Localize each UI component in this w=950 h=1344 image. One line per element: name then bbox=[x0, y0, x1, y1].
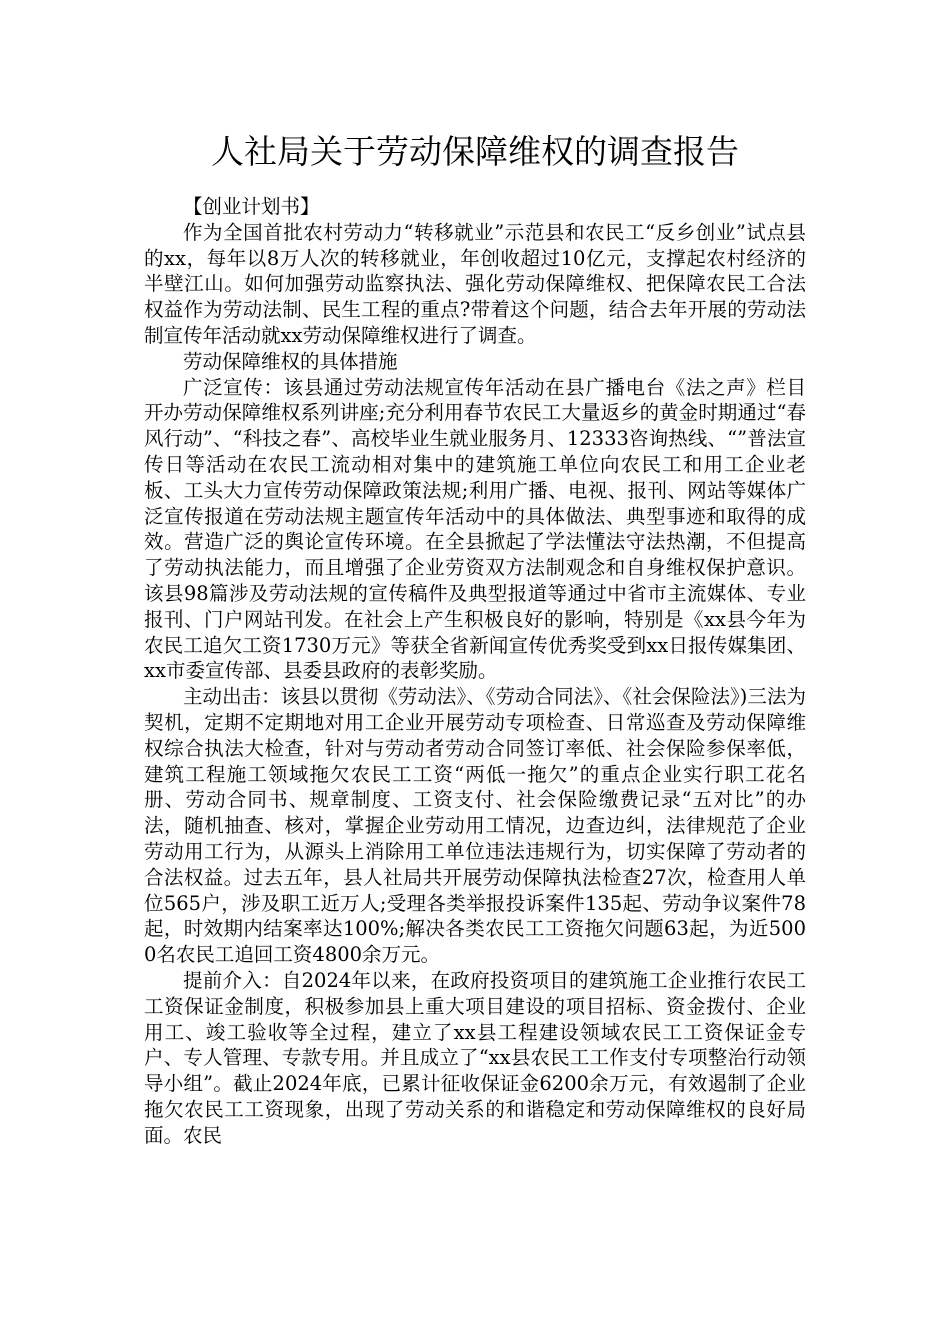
document-title: 人社局关于劳动保障维权的调查报告 bbox=[211, 132, 739, 171]
paragraph-inspection: 主动出击：该县以贯彻《劳动法》、《劳动合同法》、《社会保险法》)三法为契机，定期不定期地对用工企业开展劳动专项检查、日常巡查及劳动保障维权综合执法大检查，针对与劳动者劳动合同签订率低、社会保险参保率低，建筑工程施工领域拖欠农民工工资“两低一拖欠”的重点企业实行职工花名册、劳动合同书、规章制度、工资支付、社会保险缴费记录“五对比”的办法，随机抽查、核对，掌握企业劳动用工情况，边查边纠，法律规范了企业劳动用工行为，从源头上消除用工单位违法违规行为，切实保障了劳动者的合法权益。过去五年，县人社局共开展劳动保障执法检查27次，检查用人单位565户，涉及职工近万人;受理各类举报投诉案件135起、劳动争议案件78起，时效期内结案率达100%;解决各类农民工工资拖欠问题63起，为近5000名农民工追回工资4800余万元。 bbox=[144, 685, 806, 967]
paragraph-category-tag: 【创业计划书】 bbox=[183, 195, 320, 218]
paragraph-publicity: 广泛宣传：该县通过劳动法规宣传年活动在县广播电台《法之声》栏目开办劳动保障维权系列讲座;充分利用春节农民工大量返乡的黄金时期通过“春风行动”、“科技之春”、高校毕业生就业服务月、12333咨询热线、“”普法宣传日等活动在农民工流动相对集中的建筑施工单位向农民工和用工企业老板、工头大力宣传劳动保障政策法规;利用广播、电视、报刊、网站等媒体广泛宣传报道在劳动法规主题宣传年活动中的具体做法、典型事迹和取得的成效。营造广泛的舆论宣传环境。在全县掀起了学法懂法守法热潮，不但提高了劳动执法能力，而且增强了企业劳资双方法制观念和自身维权保护意识。该县98篇涉及劳动法规的宣传稿件及典型报道等通过中省市主流媒体、专业报刊、门户网站刊发。在社会上产生积极良好的影响，特别是《xx县今年为农民工追欠工资1730万元》等获全省新闻宣传优秀奖受到xx日报传媒集团、xx市委宣传部、县委县政府的表彰奖励。 bbox=[144, 375, 806, 683]
document-body bbox=[144, 194, 806, 1148]
paragraph-early-intervention: 提前介入：自2024年以来，在政府投资项目的建筑施工企业推行农民工工资保证金制度，积极参加县上重大项目建设的项目招标、资金拨付、企业用工、竣工验收等全过程，建立了xx县工程建设领域农民工工资保证金专户、专人管理、专款专用。并且成立了“xx县农民工工作支付专项整治行动领导小组”。截止2024年底，已累计征收保证金6200余万元，有效遏制了企业拖欠农民工工资现象，出现了劳动关系的和谐稳定和劳动保障维权的良好局面。农民 bbox=[144, 968, 806, 1147]
section-heading-measures: 劳动保障维权的具体措施 bbox=[183, 349, 398, 373]
document-page bbox=[144, 0, 806, 1148]
paragraph-introduction: 作为全国首批农村劳动力“转移就业”示范县和农民工“反乡创业”试点县的xx，每年以8万人次的转移就业，年创收超过10亿元，支撑起农村经济的半壁江山。如何加强劳动监察执法、强化劳动保障维权、把保障农民工合法权益作为劳动法制、民生工程的重点?带着这个问题，结合去年开展的劳动法制宣传年活动就xx劳动保障维权进行了调查。 bbox=[144, 220, 806, 347]
